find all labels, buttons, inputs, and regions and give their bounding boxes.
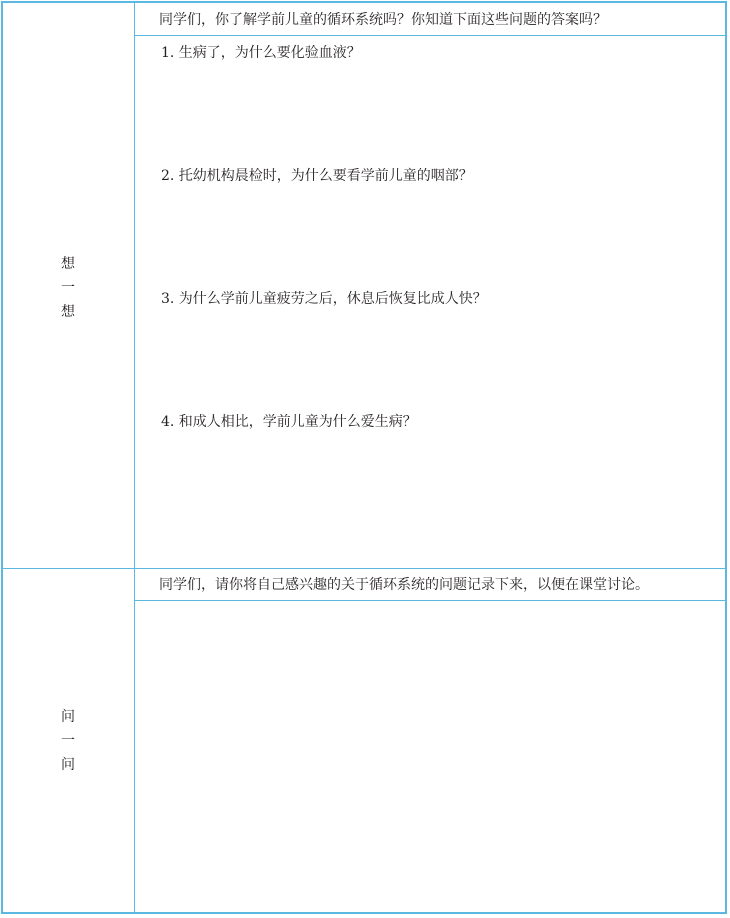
think-intro-text: 同学们，你了解学前儿童的循环系统吗？你知道下面这些问题的答案吗？	[159, 12, 607, 28]
answer-area[interactable]	[136, 602, 725, 912]
label-char: 一	[61, 733, 75, 749]
label-char: 想	[61, 256, 75, 272]
think-intro-rule	[134, 35, 727, 36]
label-char: 一	[61, 280, 75, 296]
question-4: 4. 和成人相比，学前儿童为什么爱生病？	[161, 414, 417, 430]
label-char: 问	[61, 709, 75, 725]
label-char: 问	[61, 757, 75, 773]
question-1: 1. 生病了，为什么要化验血液？	[161, 45, 361, 61]
section-label-think	[0, 252, 136, 324]
section-label-ask	[0, 705, 136, 777]
label-char: 想	[61, 304, 75, 320]
question-3: 3. 为什么学前儿童疲劳之后，休息后恢复比成人快？	[161, 291, 487, 307]
section-divider	[2, 568, 727, 569]
ask-intro-text: 同学们，请你将自己感兴趣的关于循环系统的问题记录下来，以便在课堂讨论。	[159, 577, 649, 593]
ask-intro-rule	[134, 600, 727, 601]
question-2: 2. 托幼机构晨检时，为什么要看学前儿童的咽部？	[161, 168, 473, 184]
